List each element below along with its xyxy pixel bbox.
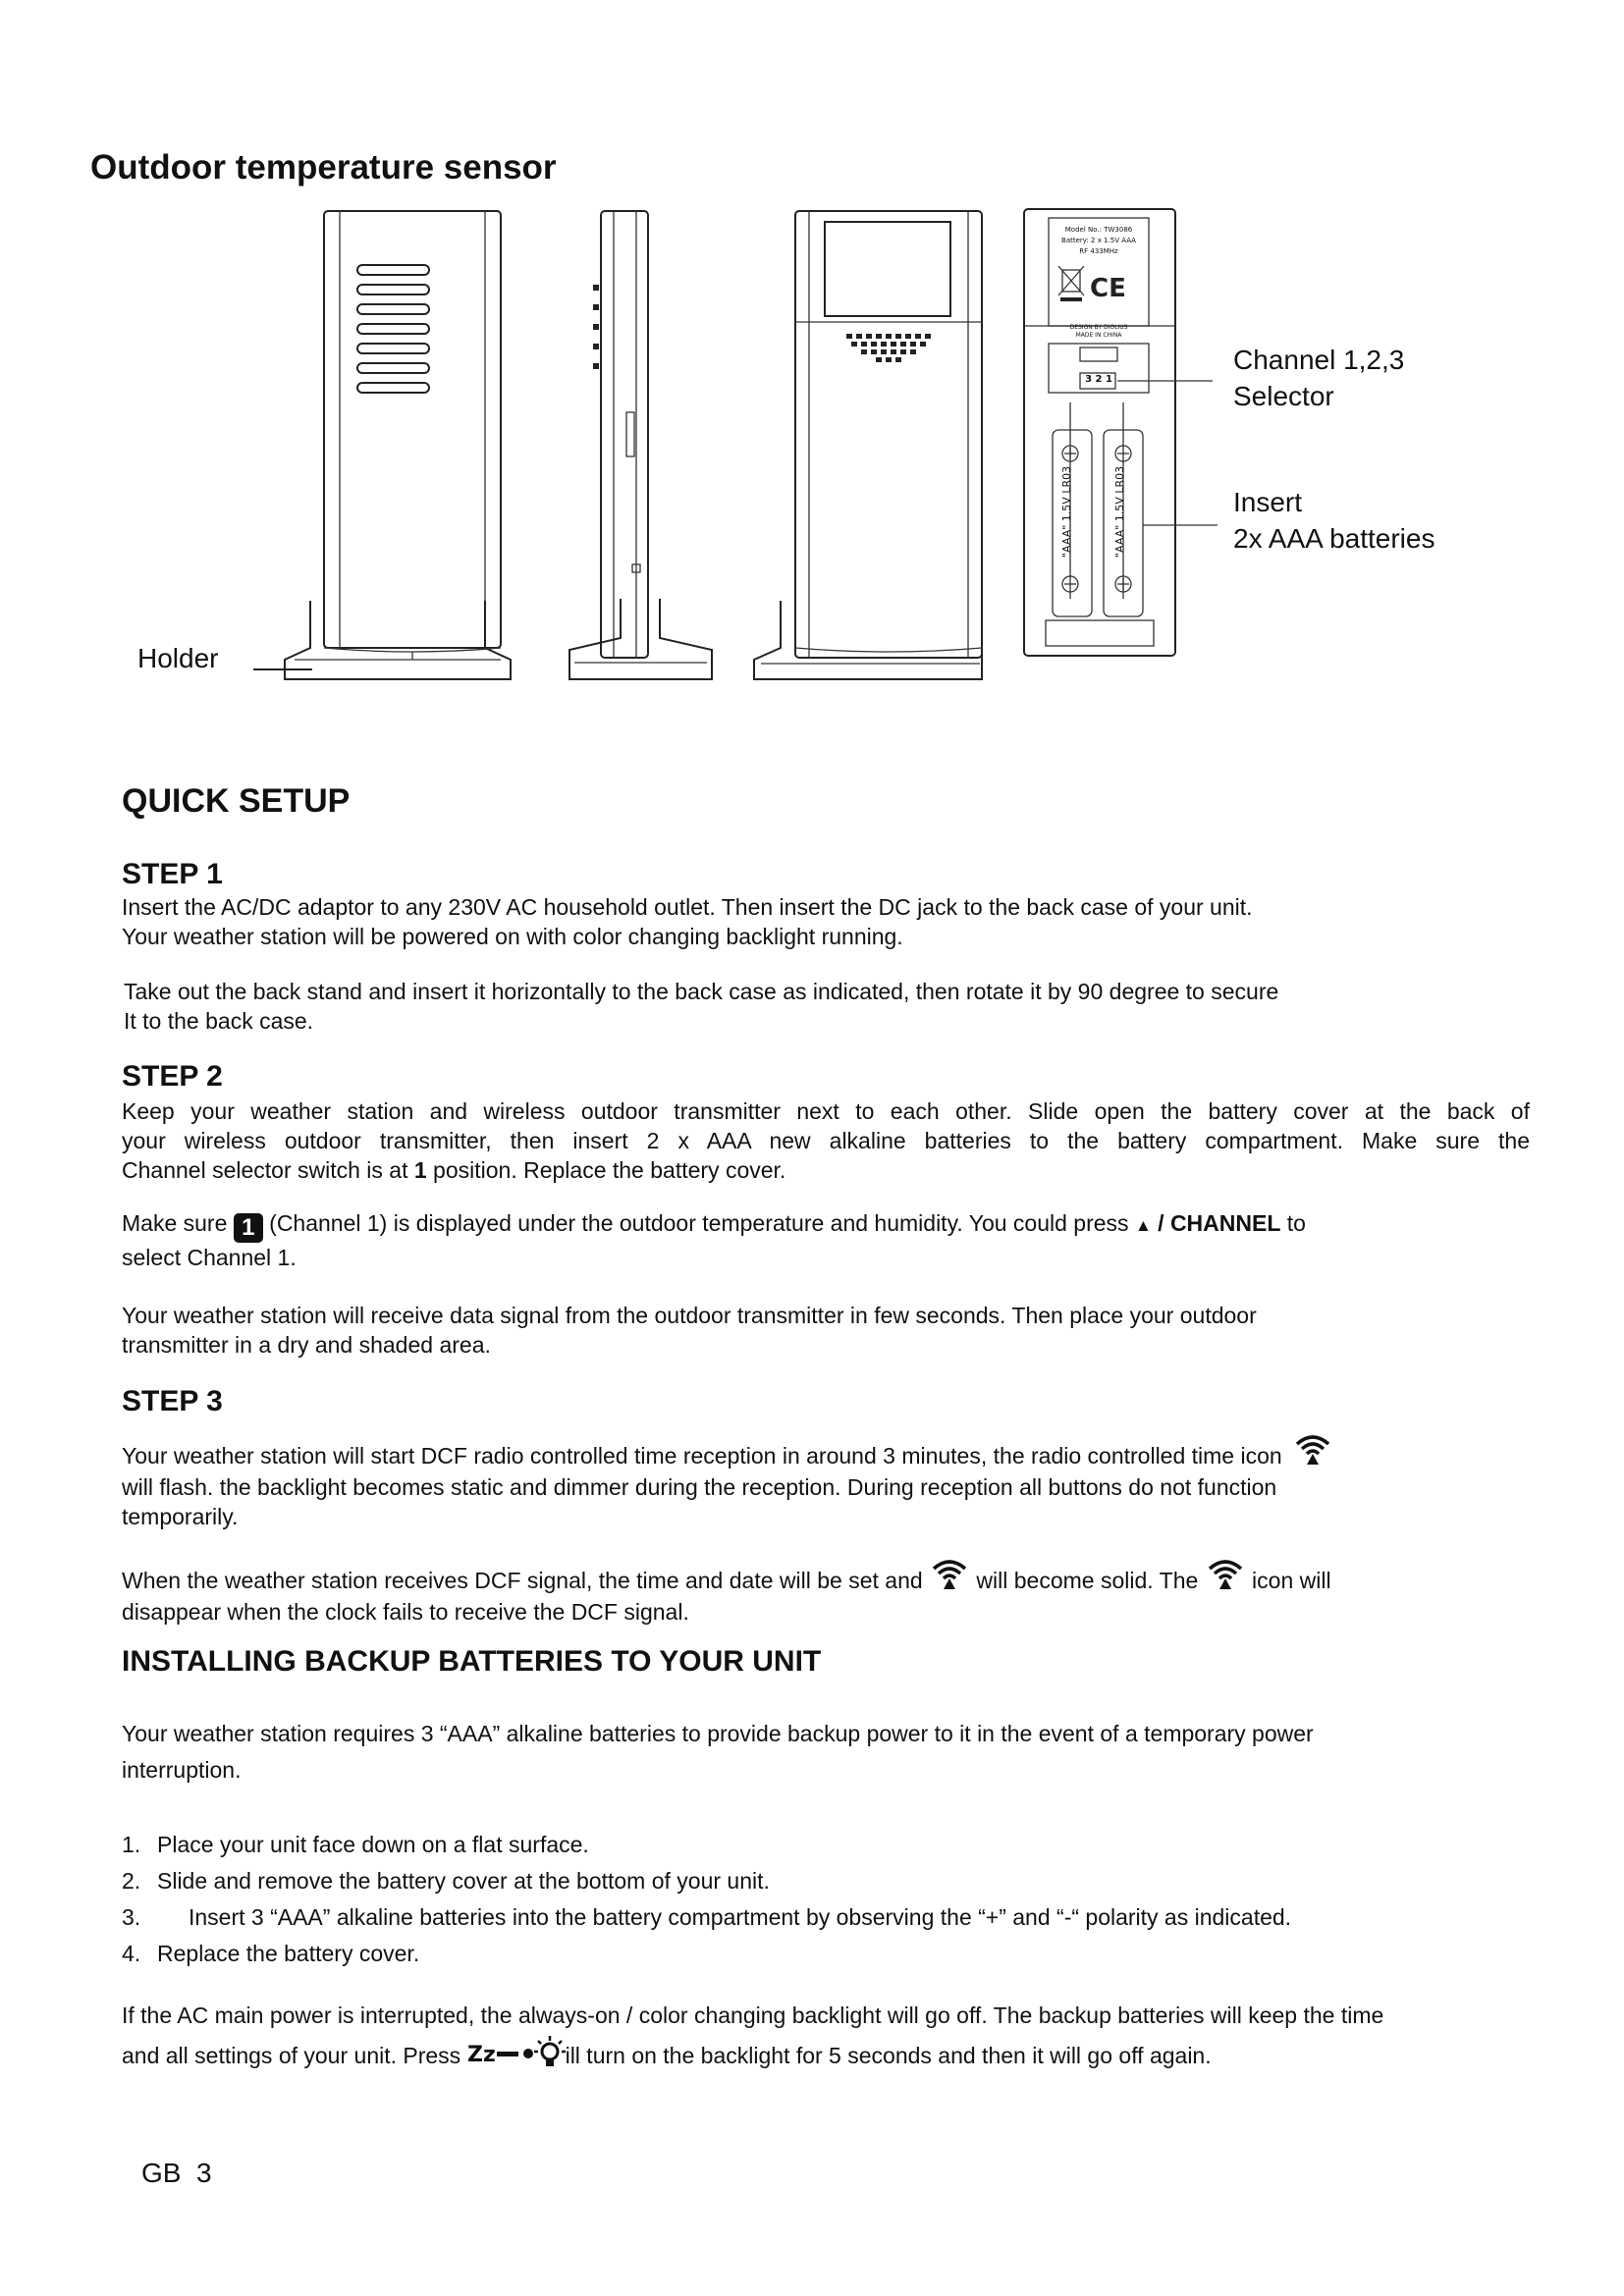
step2-paragraph3: Your weather station will receive data signal from the outdoor transmitter in few seconds. Then place your outdoor transmitter in a dry and shaded area. [122, 1303, 1257, 1358]
radio-signal-icon [1205, 1557, 1246, 1597]
backup-intro: Your weather station requires 3 “AAA” alkaline batteries to provide backup power to it in the event of a temporary power interruption. [122, 1721, 1314, 1783]
step3-paragraph1: Your weather station will start DCF radio controlled time reception in around 3 minutes, the radio controlled time icon will flash. the backlight becomes static and dimmer during the reception. During reception all buttons do not function temporarily. [122, 1432, 1536, 1531]
step2-paragraph1: Keep your weather station and wireless outdoor transmitter next to each other. Slide open the battery cover at the back of your wireless outdoor transmitter, then insert 2 x AAA new alkaline batteries to the battery compartment. Make sure the Channel selector switch is at 1 position. Replace the battery cover. [122, 1098, 1530, 1183]
backup-heading: INSTALLING BACKUP BATTERIES TO YOUR UNIT [122, 1645, 822, 1678]
radio-signal-icon [1292, 1432, 1333, 1472]
page-number: GB 3 [141, 2158, 212, 2188]
design-by: DESIGN BY DIOLIUS [1069, 324, 1128, 331]
sensor-back-label [1054, 225, 1144, 257]
battery-label-left: "AAA" 1.5V LR03 [1060, 465, 1073, 558]
snooze-light-icon [467, 2034, 566, 2078]
battery-label-right: "AAA" 1.5V LR03 [1113, 465, 1126, 558]
backup-steps-list [122, 1827, 1536, 1972]
list-item: 3. Insert 3 “AAA” alkaline batteries into the battery compartment by observing the “+” and “-“ polarity as indicated. [122, 1904, 1292, 1930]
channel-selector-label: Channel 1,2,3 Selector [1233, 345, 1405, 411]
rf-spec: RF 433MHz [1079, 247, 1118, 255]
holder-label: Holder [137, 643, 219, 673]
list-item: 1. Place your unit face down on a flat surface. [122, 1832, 589, 1857]
recycle-bin-icon [1058, 266, 1084, 301]
model-number: Model No.: TW3086 [1064, 226, 1133, 234]
sensor-side-view [569, 211, 712, 679]
radio-signal-icon [929, 1557, 970, 1597]
channel-switch-numbers: 3 2 1 [1085, 374, 1112, 385]
sensor-display-view [754, 211, 982, 679]
battery-spec: Battery: 2 x 1.5V AAA [1061, 237, 1136, 244]
step1-paragraph1: Insert the AC/DC adaptor to any 230V AC household outlet. Then insert the DC jack to the back case of your unit. Your weather station will be powered on with color changing backlight running. [122, 894, 1253, 949]
step2-heading: STEP 2 [122, 1060, 223, 1093]
step3-paragraph2: When the weather station receives DCF signal, the time and date will be set and will become solid. The icon will disappear when the clock fails to receive the DCF signal. [122, 1557, 1536, 1627]
battery-insert-label: Insert 2x AAA batteries [1233, 487, 1435, 554]
channel-1-icon: 1 [234, 1213, 263, 1243]
step1-heading: STEP 1 [122, 858, 223, 890]
ce-mark-icon: CE [1090, 274, 1126, 303]
made-in: MADE IN CHINA [1075, 332, 1122, 339]
backup-outro: If the AC main power is interrupted, the always-on / color changing backlight will go off. The backup batteries will keep the time and all settings of your unit. Press Zz ill turn on the backlight for 5 seconds and then it will go off again. [122, 1998, 1545, 2078]
list-item: 2. Slide and remove the battery cover at the bottom of your unit. [122, 1868, 770, 1894]
step2-paragraph2: Make sure 1 (Channel 1) is displayed under the outdoor temperature and humidity. You could press ▲ / CHANNEL to select Channel 1. [122, 1210, 1306, 1270]
sensor-back-design [1054, 324, 1144, 340]
step3-heading: STEP 3 [122, 1385, 223, 1417]
sensor-illustration [0, 196, 1624, 697]
step1-paragraph2: Take out the back stand and insert it horizontally to the back case as indicated, then rotate it by 90 degree to secure It to the back case. [124, 979, 1279, 1034]
up-arrow-icon: ▲ [1134, 1216, 1152, 1235]
quick-setup-heading: QUICK SETUP [122, 782, 351, 820]
snooze-text: Zz [466, 2043, 496, 2067]
vent-slots-icon [357, 265, 429, 393]
sensor-front-view [285, 211, 511, 679]
vent-grid-icon [846, 334, 931, 362]
step2-line3: Channel selector switch is at 1 position. Replace the battery cover. [122, 1157, 786, 1183]
list-item: 4. Replace the battery cover. [122, 1941, 420, 1966]
sensor-title: Outdoor temperature sensor [90, 148, 557, 187]
